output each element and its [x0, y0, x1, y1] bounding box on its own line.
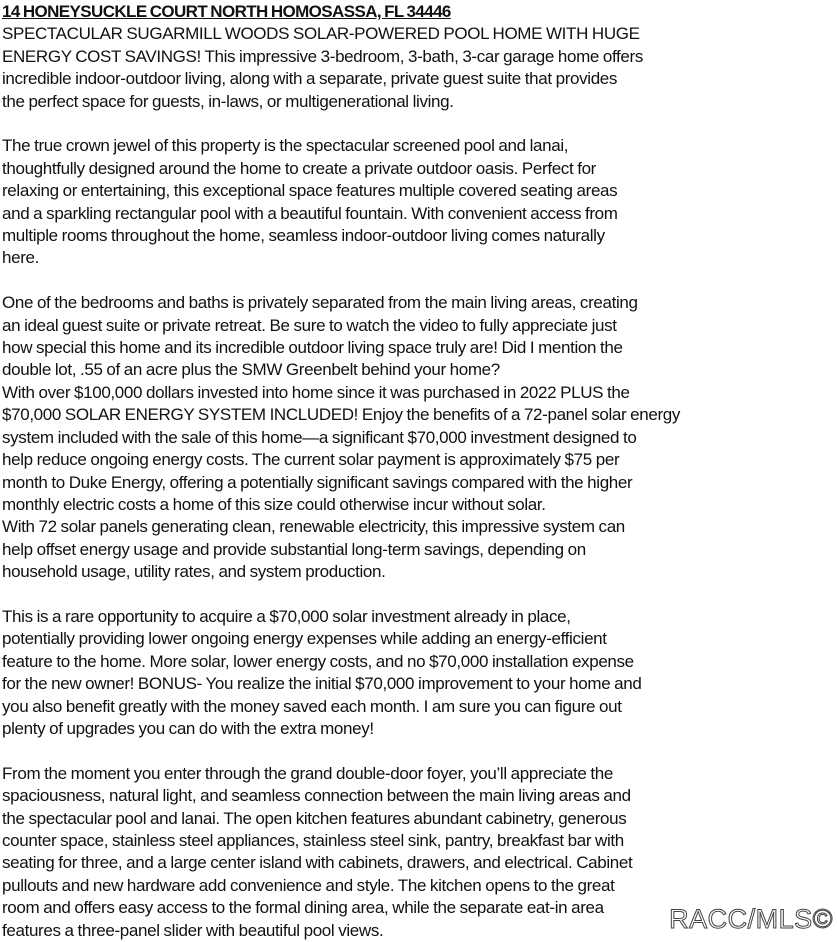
- paragraph-spacer: [2, 270, 832, 292]
- paragraph-spacer: [2, 113, 832, 135]
- paragraph-spacer: [2, 584, 832, 606]
- paragraph-pool-lanai: The true crown jewel of this property is the spectacular screened pool and lanai, thoughtfully designed around the home to create a private outdoor oasis. Perfect for relaxing or entertaining, this exceptional space features multiple covered seating areas and a sparkling rectangular pool with a beautiful fountain. With convenient access from multiple rooms throughout the home, seamless indoor-outdoor living comes naturally here.: [2, 136, 618, 268]
- paragraph-intro: SPECTACULAR SUGARMILL WOODS SOLAR-POWERED POOL HOME WITH HUGE ENERGY COST SAVINGS! This impressive 3-bedroom, 3-bath, 3-car garage home offers incredible indoor-outdoor living, along with a separate, private guest suite that provides the perfect space for guests, in-laws, or multigenerational living.: [2, 24, 643, 111]
- paragraph-spacer: [2, 740, 832, 762]
- mls-watermark: RACC/MLS©: [669, 904, 833, 934]
- paragraph-guest-suite-solar: One of the bedrooms and baths is privately separated from the main living areas, creating an ideal guest suite or private retreat. Be sure to watch the video to fully appreciate just how special this home and its incredible outdoor living space truly are! Did I mention the double lot, .55 of an acre plus the SMW Greenbelt behind your home? With over $100,000 dollars invested into home since it was purchased in 2022 PLUS the $70,000 SOLAR ENERGY SYSTEM INCLUDED! Enjoy the benefits of a 72-panel solar energy system included with the sale of this home—a significant $70,000 investment designed to help reduce ongoing energy costs. The current solar payment is approximately $75 per month to Duke Energy, offering a potentially significant savings compared with the higher monthly electric costs a home of this size could otherwise incur without solar. With 72 solar panels generating clean, renewable electricity, this impressive system can help offset energy usage and provide substantial long-term savings, depending on household usage, utility rates, and system production.: [2, 293, 681, 582]
- property-address-title: 14 HONEYSUCKLE COURT NORTH HOMOSASSA, FL 34446: [2, 2, 451, 21]
- listing-document: [2, 1, 832, 942]
- paragraph-solar-opportunity: This is a rare opportunity to acquire a $70,000 solar investment already in place, potentially providing lower ongoing energy expenses while adding an energy-efficient feature to the home. More solar, lower energy costs, and no $70,000 installation expense for the new owner! BONUS- You realize the initial $70,000 improvement to your home and you also benefit greatly with the money saved each month. I am sure you can figure out plenty of upgrades you can do with the extra money!: [2, 606, 642, 738]
- paragraph-interior-kitchen: From the moment you enter through the grand double-door foyer, you’ll appreciate the spaciousness, natural light, and seamless connection between the main living areas and the spectacular pool and lanai. The open kitchen features abundant cabinetry, generous counter space, stainless steel appliances, stainless steel sink, pantry, breakfast bar with seating for three, and a large center island with cabinets, drawers, and electrical. Cabinet pullouts and new hardware add convenience and style. The kitchen opens to the great room and offers easy access to the formal dining area, while the separate eat-in area features a three-panel slider with beautiful pool views.: [2, 763, 633, 940]
